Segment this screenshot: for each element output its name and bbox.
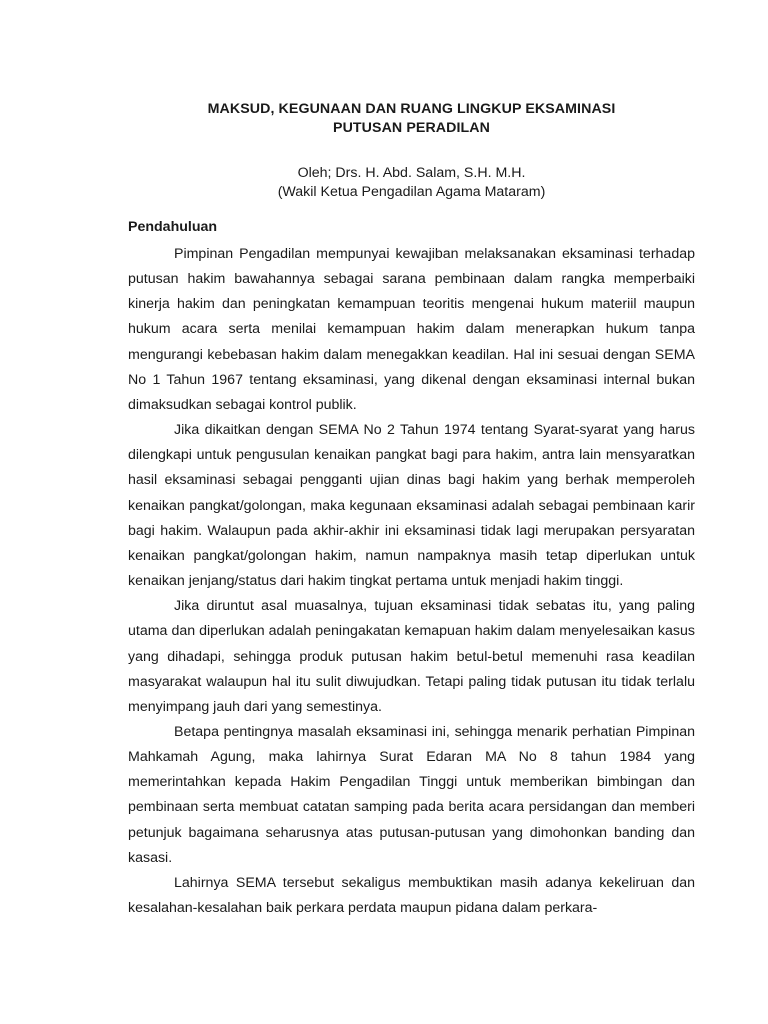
paragraph-3: Jika diruntut asal muasalnya, tujuan eksaminasi tidak sebatas itu, yang paling utama dan diperlukan adalah peningakatan kemapuan hakim dalam menyelesaikan kasus yang dihadapi, sehingga produk putusan hakim betul-betul memenuhi rasa keadilan masyarakat walaupun hal itu sulit diwujudkan. Tetapi paling tidak putusan itu tidak terlalu menyimpang jauh dari yang semestinya.	[128, 598, 695, 715]
section-heading: Pendahuluan	[128, 219, 218, 235]
paragraph-4: Betapa pentingnya masalah eksaminasi ini, sehingga menarik perhatian Pimpinan Mahkamah Agung, maka lahirnya Surat Edaran MA No 8 tahun 1984 yang memerintahkan kepada Hakim Pengadilan Tinggi untuk memberikan bimbingan dan pembinaan serta membuat catatan samping pada berita acara persidangan dan memberi petunjuk bagaimana seharusnya atas putusan-putusan yang dimohonkan banding dan kasasi.	[128, 723, 695, 866]
title-line-2: PUTUSAN PERADILAN	[333, 120, 490, 136]
document-title	[128, 100, 695, 138]
paragraph-2: Jika dikaitkan dengan SEMA No 2 Tahun 1974 tentang Syarat-syarat yang harus dilengkapi untuk pengusulan kenaikan pangkat bagi para hakim, antra lain mensyaratkan hasil eksaminasi sebagai pengganti ujian dinas bagi hakim yang berhak memperoleh kenaikan pangkat/golongan, maka kegunaan eksaminasi adalah sebagai pembinaan karir bagi hakim. Walaupun pada akhir-akhir ini eksaminasi tidak lagi merupakan persyaratan kenaikan pangkat/golongan hakim, namun nampaknya masih tetap diperlukan untuk kenaikan jenjang/status dari hakim tingkat pertama untuk menjadi hakim tinggi.	[128, 422, 695, 590]
paragraph-5: Lahirnya SEMA tersebut sekaligus membuktikan masih adanya kekeliruan dan kesalahan-kesalahan baik perkara perdata maupun pidana dalam perkara-	[128, 874, 695, 917]
document-page	[128, 100, 695, 921]
paragraph-1: Pimpinan Pengadilan mempunyai kewajiban melaksanakan eksaminasi terhadap putusan hakim bawahannya sebagai sarana pembinaan dalam rangka memperbaiki kinerja hakim dan peningkatan kemampuan teoritis mengenai hukum materiil maupun hukum acara serta menilai kemampuan hakim dalam menerapkan hukum tanpa mengurangi kebebasan hakim dalam menegakkan keadilan. Hal ini sesuai dengan SEMA No 1 Tahun 1967 tentang eksaminasi, yang dikenal dengan eksaminasi internal bukan dimaksudkan sebagai kontrol publik.	[128, 246, 695, 413]
author-affiliation: (Wakil Ketua Pengadilan Agama Mataram)	[277, 184, 546, 200]
author-name: Oleh; Drs. H. Abd. Salam, S.H. M.H.	[297, 165, 526, 181]
author-block	[128, 164, 695, 202]
title-line-1: MAKSUD, KEGUNAAN DAN RUANG LINGKUP EKSAMINASI	[207, 101, 616, 117]
